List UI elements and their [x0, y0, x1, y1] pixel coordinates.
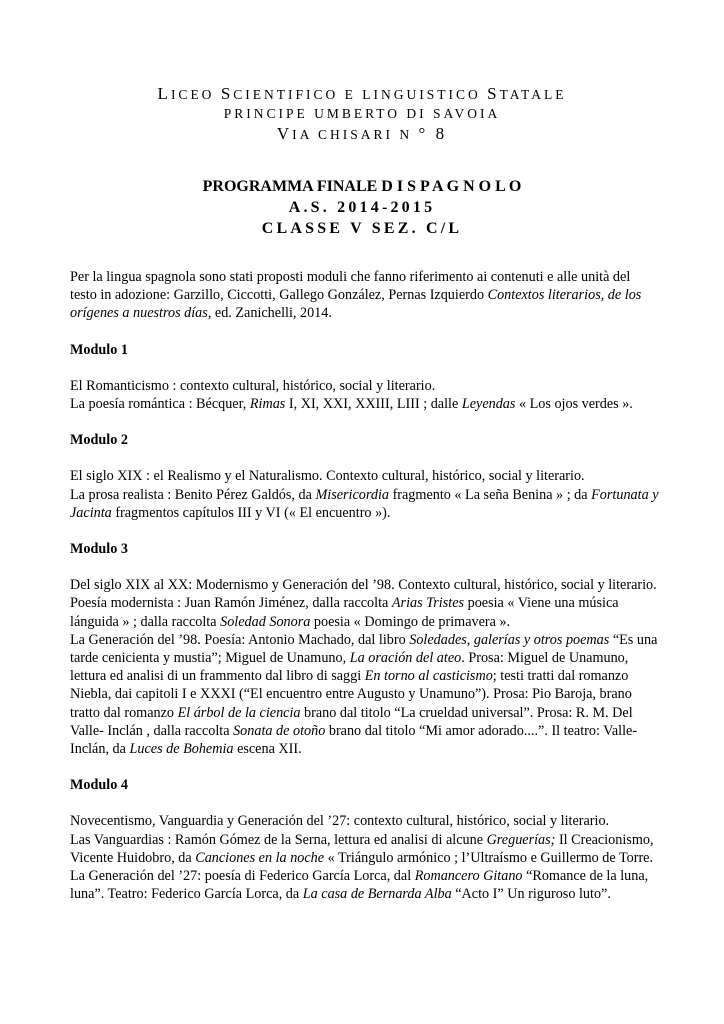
module-2-title: Modulo 2 [70, 432, 128, 449]
module-4-title: Modulo 4 [70, 777, 128, 794]
module-3-paragraph-1: Del siglo XIX al XX: Modernismo y Generación del ’98. Contexto cultural, histórico, social y literario. Poesía modernista : Juan Ramón Jiménez, dalla raccolta Arias Tristes poesia « Viene una música lánguida » ; dalla raccolta Soledad Sonora poesia « Domingo de primavera ». [70, 577, 657, 630]
module-2-line-1: El siglo XIX : el Realismo y el Naturalismo. Contexto cultural, histórico, social y literario. [70, 468, 585, 485]
school-name: LICEO SCIENTIFICO E LINGUISTICO STATALE [157, 84, 567, 103]
module-3-paragraph-2: La Generación del ’98. Poesía: Antonio Machado, dal libro Soledades, galerías y otros poemas “Es una tarde cenicienta y mustia”; Miguel de Unamuno, La oración del ateo. Prosa: Miguel de Unamuno, lettura ed analisi di un frammento dal libro di saggi En torno al casticismo; testi tratti dal romanzo Niebla, dai capitoli I e XXXI (“El encuentro entre Augusto y Unamuno”). Prosa: Pio Baroja, brano tratto dal romanzo El árbol de la ciencia brano dal titolo “La crueldad universal”. Prosa: R. M. Del Valle- Inclán , dalla raccolta Sonata de otoño brano dal titolo “Mi amor adorado....”. Il teatro: Valle-Inclán, da Luces de Bohemia escena XII. [70, 631, 658, 758]
title-line-1: PROGRAMMA FINALE D I S P A G N O L O [202, 178, 522, 195]
module-4-paragraph-2: Las Vanguardias : Ramón Gómez de la Serna, lettura ed analisi di alcune Greguerías; Il Creacionismo, Vicente Huidobro, da Canciones en la noche « Triángulo armónico ; l’Ultraísmo e Guillermo de Torre. La Generación del ’27: poesía di Federico García Lorca, dal Romancero Gitano “Romance de la luna, luna”. Teatro: Federico García Lorca, da La casa de Bernarda Alba “Acto I” Un riguroso luto”. [70, 831, 654, 903]
module-2-line-2: La prosa realista : Benito Pérez Galdós, da Misericordia fragmento « La seña Benina » ; da Fortunata y Jacinta fragmentos capítulos III y VI (« El encuentro »). [70, 486, 659, 521]
school-subtitle: PRINCIPE UMBERTO DI SAVOIA [223, 106, 501, 121]
module-1-title: Modulo 1 [70, 341, 128, 358]
title-line-2: A.S. 2014-2015 [288, 199, 436, 216]
school-address: VIA CHISARI N ° 8 [276, 124, 448, 143]
school-header [0, 84, 724, 144]
module-4-line-1: Novecentismo, Vanguardia y Generación del ’27: contexto cultural, histórico, social y literario. [70, 813, 610, 830]
document-title [0, 176, 724, 239]
title-line-3: CLASSE V SEZ. C/L [261, 220, 463, 237]
module-1-line-1: El Romanticismo : contexto cultural, histórico, social y literario. [70, 377, 436, 394]
intro-paragraph: Per la lingua spagnola sono stati proposti moduli che fanno riferimento ai contenuti e alle unità del testo in adozione: Garzillo, Ciccotti, Gallego González, Pernas Izquierdo Contextos literarios, de los orígenes a nuestros días, ed. Zanichelli, 2014. [70, 269, 642, 322]
document-body [70, 268, 660, 903]
module-3-title: Modulo 3 [70, 541, 128, 558]
module-1-line-2: La poesía romántica : Bécquer, Rimas I, XI, XXI, XXIII, LIII ; dalle Leyendas « Los ojos verdes ». [70, 396, 633, 413]
